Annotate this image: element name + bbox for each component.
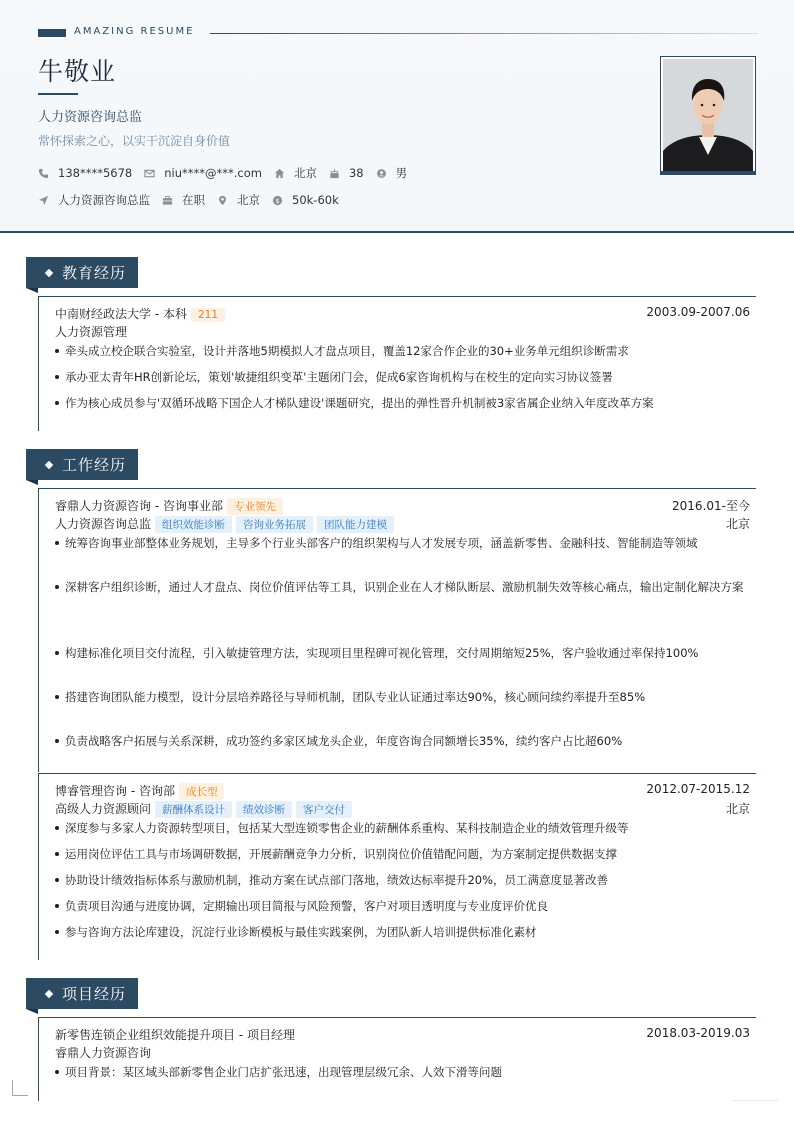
work-2-header bbox=[55, 782, 750, 800]
work-section-label: 工作经历 bbox=[62, 456, 127, 474]
location-icon bbox=[217, 195, 228, 206]
briefcase-icon bbox=[162, 195, 173, 206]
gender-text: 男 bbox=[395, 166, 408, 180]
work-2-bullet: 运用岗位评估工具与市场调研数据，开展薪酬竞争力分析，识别岗位价值错配问题，为方案制定提供数据支撑 bbox=[55, 843, 750, 865]
send-icon bbox=[38, 195, 49, 206]
name-underline bbox=[38, 93, 78, 95]
work-2-position: 高级人力资源顾问 bbox=[55, 802, 152, 816]
intent-city-info bbox=[217, 192, 260, 208]
work-1-skill-tag: 组织效能诊断 bbox=[155, 516, 232, 533]
work-1-position: 人力资源咨询总监 bbox=[55, 517, 152, 531]
page-corner-mark bbox=[12, 1080, 28, 1096]
work-2-city: 北京 bbox=[725, 802, 750, 816]
intent-city-text: 北京 bbox=[237, 193, 260, 207]
avatar bbox=[663, 59, 753, 171]
candidate-name: 牛敬业 bbox=[38, 57, 117, 86]
education-section-label: 教育经历 bbox=[62, 264, 127, 282]
work-2-date: 2012.07-2015.12 bbox=[646, 782, 750, 796]
work-1-company: 睿鼎人力资源咨询 - 咨询事业部 bbox=[55, 499, 223, 513]
project-header bbox=[55, 1026, 750, 1043]
work-2-skill-tag: 薪酬体系设计 bbox=[155, 801, 232, 818]
candidate-slogan: 常怀探索之心，以实干沉淀自身价值 bbox=[38, 134, 231, 148]
job-status-text: 在职 bbox=[182, 193, 205, 207]
phone-text: 138****5678 bbox=[58, 166, 133, 180]
avatar-photo-frame bbox=[660, 56, 756, 174]
candidate-title: 人力资源咨询总监 bbox=[38, 110, 143, 125]
work-1-skill-tag: 团队能力建模 bbox=[317, 516, 394, 533]
avatar-portrait bbox=[663, 59, 753, 171]
work-2-bullet: 深度参与多家人力资源转型项目，包括某大型连锁零售企业的薪酬体系重构、某科技制造企业的绩效管理升级等 bbox=[55, 817, 750, 839]
education-school: 中南财经政法大学 - 本科 bbox=[55, 307, 187, 321]
work-1-skill-tag: 咨询业务拓展 bbox=[236, 516, 313, 533]
work-2-company-tag: 成长型 bbox=[179, 783, 225, 800]
education-date: 2003.09-2007.06 bbox=[646, 305, 750, 319]
education-bullet: 牵头成立校企联合实验室，设计并落地5期模拟人才盘点项目，覆盖12家合作企业的30+业务单元组织诊断需求 bbox=[55, 340, 750, 362]
mail-icon bbox=[144, 168, 155, 179]
page-corner-line bbox=[732, 1100, 778, 1101]
age-text: 38 bbox=[348, 166, 364, 180]
work-1-header bbox=[55, 497, 750, 515]
brand-bar bbox=[38, 29, 66, 37]
education-school-tag: 211 bbox=[191, 308, 225, 322]
work-2-bullet: 参与咨询方法论库建设，沉淀行业诊断模板与最佳实践案例，为团队新人培训提供标准化素材 bbox=[55, 921, 750, 943]
project-section-label: 项目经历 bbox=[62, 985, 127, 1003]
job-status-info bbox=[162, 192, 205, 208]
age-info bbox=[329, 166, 364, 180]
intent-position-info bbox=[38, 192, 150, 208]
email-info bbox=[144, 166, 262, 180]
project-bullet: 项目背景：某区域头部新零售企业门店扩张迅速，出现管理层级冗余、人效下滑等问题 bbox=[55, 1061, 750, 1083]
avatar-bottom-bar bbox=[660, 171, 756, 175]
work-1-bullet: 搭建咨询团队能力模型，设计分层培养路径与导师机制，团队专业认证通过率达90%，核心顾问续约率提升至85% bbox=[55, 686, 750, 708]
brand-line bbox=[210, 33, 758, 34]
project-company: 睿鼎人力资源咨询 bbox=[55, 1046, 152, 1060]
work-2-bullet: 协助设计绩效指标体系与激励机制，推动方案在试点部门落地，绩效达标率提升20%，员工满意度显著改善 bbox=[55, 869, 750, 891]
diamond-icon bbox=[45, 460, 53, 468]
work-1-company-tag: 专业领先 bbox=[227, 498, 283, 515]
email-text: niu****@***.com bbox=[164, 166, 262, 180]
salary-info bbox=[272, 193, 339, 207]
education-bullet: 承办亚太青年HR创新论坛，策划'敏捷组织变革'主题闭门会，促成6家咨询机构与在校生的定向实习协议签署 bbox=[55, 366, 750, 388]
work-1-bullet: 深耕客户组织诊断，通过人才盘点、岗位价值评估等工具，识别企业在人才梯队断层、激励机制失效等核心痛点，输出定制化解决方案 bbox=[55, 576, 750, 598]
diamond-icon bbox=[45, 268, 53, 276]
cake-icon bbox=[329, 168, 340, 179]
project-block bbox=[38, 1017, 756, 1101]
work-1-bullet: 构建标准化项目交付流程，引入敏捷管理方法，实现项目里程碑可视化管理，交付周期缩短25%，客户验收通过率保持100% bbox=[55, 642, 750, 664]
work-block-1 bbox=[38, 488, 756, 772]
work-1-bullet: 负责战略客户拓展与关系深耕，成功签约多家区域龙头企业，年度咨询合同额增长35%，续约客户占比超60% bbox=[55, 730, 750, 752]
hometown-text: 北京 bbox=[293, 166, 317, 180]
brand-text: AMAZING RESUME bbox=[74, 26, 195, 37]
intent-position-text: 人力资源咨询总监 bbox=[58, 193, 150, 207]
project-section-title bbox=[26, 978, 138, 1009]
work-2-bullet: 负责项目沟通与进度协调，定期输出项目简报与风险预警，客户对项目透明度与专业度评价优良 bbox=[55, 895, 750, 917]
education-major: 人力资源管理 bbox=[55, 325, 128, 339]
salary-text: 50k-60k bbox=[292, 193, 339, 207]
job-intent-row bbox=[38, 192, 351, 208]
svg-text:$: $ bbox=[275, 196, 280, 205]
brand-row bbox=[38, 28, 758, 40]
project-tab-fold bbox=[26, 1009, 38, 1014]
education-tab-fold bbox=[26, 288, 38, 293]
work-block-2 bbox=[38, 773, 756, 960]
phone-info bbox=[38, 166, 132, 180]
work-1-bullet: 统筹咨询事业部整体业务规划，主导多个行业头部客户的组织架构与人才发展专项，涵盖新零售、金融科技、智能制造等领域 bbox=[55, 532, 750, 554]
gender-icon bbox=[376, 168, 387, 179]
education-header bbox=[55, 305, 750, 322]
work-1-date: 2016.01-至今 bbox=[672, 499, 750, 513]
work-tab-fold bbox=[26, 480, 38, 485]
work-2-skill-tag: 绩效诊断 bbox=[236, 801, 292, 818]
work-2-company: 博睿管理咨询 - 咨询部 bbox=[55, 784, 175, 798]
money-icon bbox=[272, 195, 283, 206]
gender-info bbox=[376, 165, 408, 181]
diamond-icon bbox=[45, 989, 53, 997]
home-icon bbox=[274, 168, 285, 179]
education-bullet: 作为核心成员参与'双循环战略下国企人才梯队建设'课题研究，提出的弹性晋升机制被3家省属企业纳入年度改革方案 bbox=[55, 392, 750, 414]
work-section-title bbox=[26, 449, 138, 480]
education-section-title bbox=[26, 257, 138, 288]
phone-icon bbox=[38, 168, 49, 179]
work-1-position-row bbox=[55, 515, 750, 533]
education-block bbox=[38, 296, 756, 431]
resume-header bbox=[0, 0, 794, 233]
work-2-position-row bbox=[55, 800, 750, 818]
work-1-city: 北京 bbox=[725, 517, 750, 531]
project-name: 新零售连锁企业组织效能提升项目 - 项目经理 bbox=[55, 1028, 295, 1042]
work-2-skill-tag: 客户交付 bbox=[296, 801, 352, 818]
hometown-info bbox=[274, 165, 317, 181]
contact-row bbox=[38, 165, 419, 181]
project-date: 2018.03-2019.03 bbox=[646, 1026, 750, 1040]
